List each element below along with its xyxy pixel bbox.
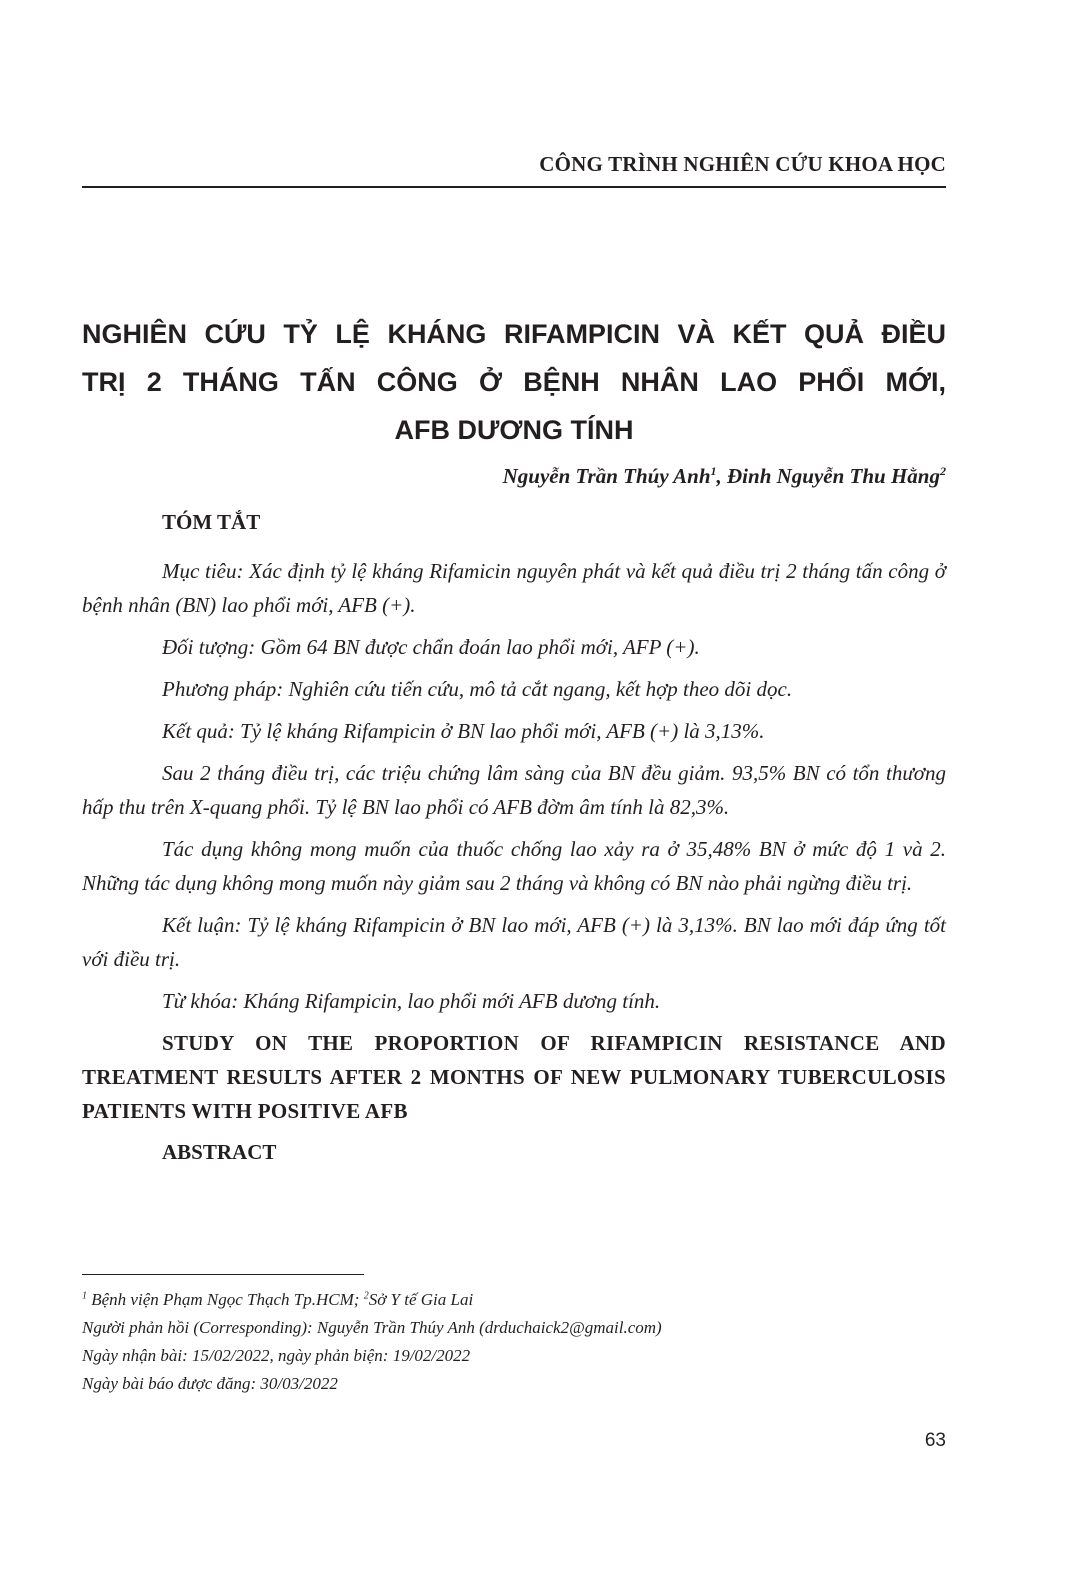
abstract-results: Kết quả: Tỷ lệ kháng Rifampicin ở BN lao phổi mới, AFB (+) là 3,13%. <box>162 719 765 743</box>
author-separator: , <box>716 464 728 488</box>
author-affiliation-mark: 1 <box>710 464 717 478</box>
author-name: Đinh Nguyễn Thu Hằng <box>727 464 940 488</box>
title-line-2: TRỊ 2 THÁNG TẤN CÔNG Ở BỆNH NHÂN LAO PHỔI MỚI, <box>82 367 946 397</box>
footnote-corresponding: Người phản hồi (Corresponding): Nguyễn Trần Thúy Anh (drduchaick2@gmail.com) <box>82 1318 662 1337</box>
abstract-conclusion: Kết luận: Tỷ lệ kháng Rifampicin ở BN lao mới, AFB (+) là 3,13%. BN lao mới đáp ứng tốt với điều trị. <box>82 913 946 971</box>
article-title <box>82 310 946 454</box>
abstract-vi-heading: TÓM TẮT <box>162 510 261 534</box>
author-name: Nguyễn Trần Thúy Anh <box>502 464 711 488</box>
abstract-subjects: Đối tượng: Gồm 64 BN được chẩn đoán lao phổi mới, AFP (+). <box>162 635 700 659</box>
footnotes <box>82 1286 946 1398</box>
abstract-en-heading: ABSTRACT <box>162 1140 277 1164</box>
affiliation-1: Bệnh viện Phạm Ngọc Thạch Tp.HCM; <box>87 1290 364 1309</box>
abstract-section <box>82 506 946 1184</box>
affiliation-2: Sở Y tế Gia Lai <box>368 1290 474 1309</box>
footnote-rule <box>82 1274 364 1275</box>
header-rule <box>82 186 946 188</box>
english-title: STUDY ON THE PROPORTION OF RIFAMPICIN RESISTANCE AND TREATMENT RESULTS AFTER 2 MONTHS OF NEW PULMONARY TUBERCULOSIS PATIENTS WITH POSITIVE AFB <box>82 1031 946 1123</box>
affiliation-mark: 2 <box>363 1290 369 1302</box>
footnote-received: Ngày nhận bài: 15/02/2022, ngày phản biện: 19/02/2022 <box>82 1346 471 1365</box>
affiliation-mark: 1 <box>82 1290 87 1302</box>
abstract-keywords: Từ khóa: Kháng Rifampicin, lao phổi mới AFB dương tính. <box>162 989 661 1013</box>
abstract-objective: Mục tiêu: Xác định tỷ lệ kháng Rifamicin nguyên phát và kết quả điều trị 2 tháng tấn công ở bệnh nhân (BN) lao phổi mới, AFB (+). <box>82 559 946 617</box>
author-line <box>82 464 946 489</box>
footnote-published: Ngày bài báo được đăng: 30/03/2022 <box>82 1374 338 1393</box>
abstract-methods: Phương pháp: Nghiên cứu tiến cứu, mô tả cắt ngang, kết hợp theo dõi dọc. <box>162 677 793 701</box>
abstract-adverse-effects: Tác dụng không mong muốn của thuốc chống lao xảy ra ở 35,48% BN ở mức độ 1 và 2. Những tác dụng không mong muốn này giảm sau 2 tháng và không có BN nào phải ngừng điều trị. <box>82 837 946 895</box>
page-number: 63 <box>924 1430 946 1451</box>
footnote-affiliations <box>82 1286 946 1314</box>
title-line-3: AFB DƯƠNG TÍNH <box>394 415 634 445</box>
running-head: CÔNG TRÌNH NGHIÊN CỨU KHOA HỌC <box>539 152 946 176</box>
author-affiliation-mark: 2 <box>940 464 946 478</box>
abstract-results-2: Sau 2 tháng điều trị, các triệu chứng lâm sàng của BN đều giảm. 93,5% BN có tổn thương hấp thu trên X-quang phổi. Tỷ lệ BN lao phổi có AFB đờm âm tính là 82,3%. <box>82 761 946 819</box>
title-line-1: NGHIÊN CỨU TỶ LỆ KHÁNG RIFAMPICIN VÀ KẾT QUẢ ĐIỀU <box>82 319 946 349</box>
